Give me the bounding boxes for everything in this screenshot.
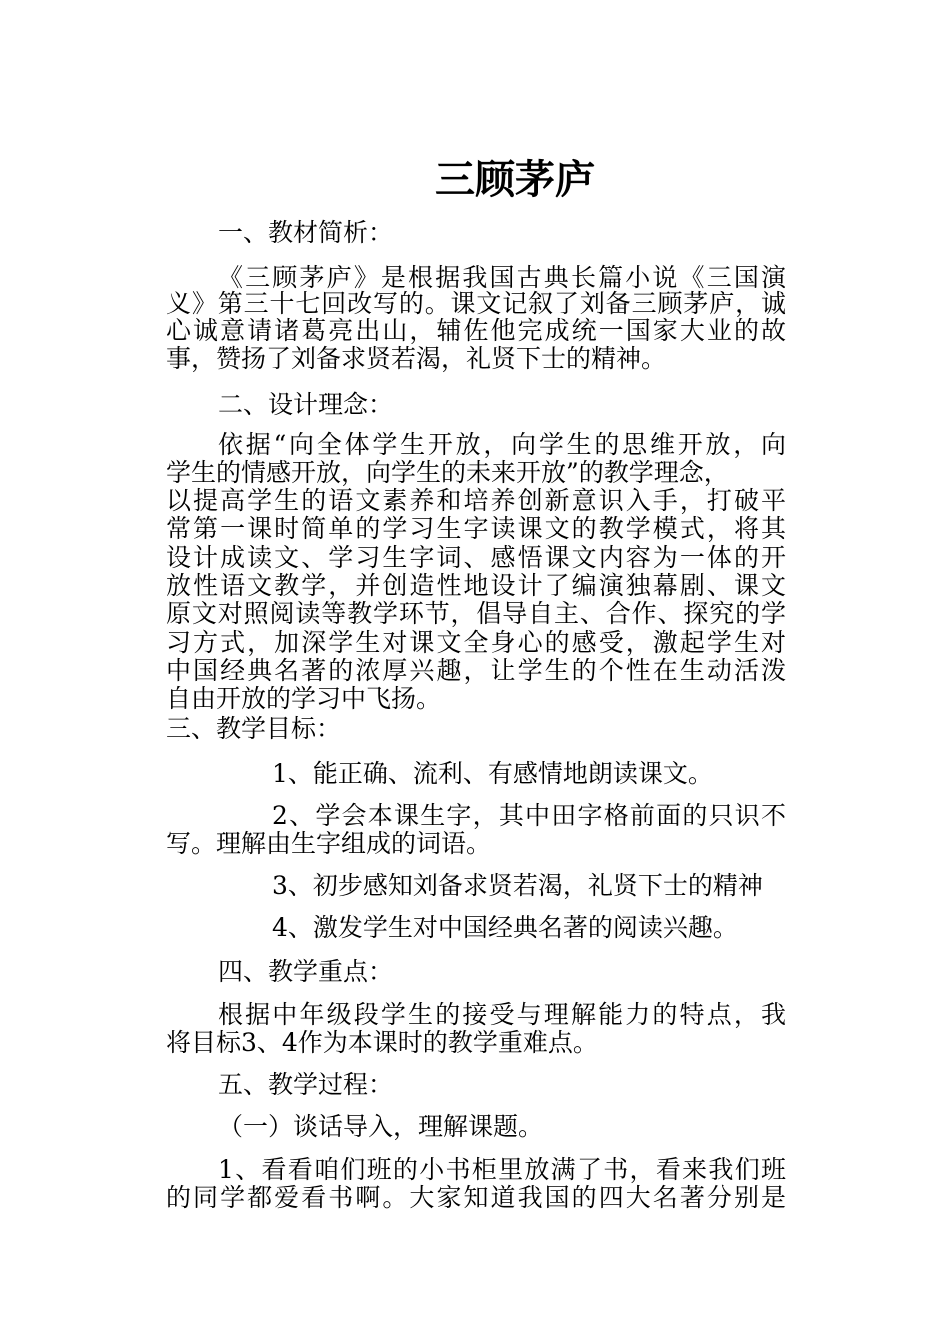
paragraph-line: 放性语文教学，并创造性地设计了编演独幕剧、课文 [166,571,786,600]
paragraph-line: 习方式，加深学生对课文全身心的感受，激起学生对 [166,628,786,657]
section-heading-5: 五、教学过程： [218,1070,394,1099]
section-heading-2: 二、设计理念： [218,390,394,419]
goal-item: 4、激发学生对中国经典名著的阅读兴趣。 [272,913,738,942]
paragraph-line: 心诚意请诸葛亮出山，辅佐他完成统一国家大业的故 [166,316,786,345]
step-heading: （一）谈话导入，理解课题。 [218,1112,544,1141]
paragraph-line: 常第一课时简单的学习生字读课文的教学模式，将其 [166,514,786,543]
paragraph-line: 学生的情感开放，向学生的未来开放”的教学理念， [166,458,729,487]
paragraph-line: 《三顾茅庐》是根据我国古典长篇小说《三国演 [218,263,786,292]
paragraph-line: 设计成读文、学习生字词、感悟课文内容为一体的开 [166,543,786,572]
paragraph-line: 依据“向全体学生开放，向学生的思维开放，向 [218,430,786,459]
paragraph-line: 义》第三十七回改写的。课文记叙了刘备三顾茅庐，诚 [166,289,786,318]
paragraph-line: 中国经典名著的浓厚兴趣，让学生的个性在生动活泼 [166,656,786,685]
section-heading-3: 三、教学目标： [166,714,342,743]
section-heading-4: 四、教学重点： [218,957,394,986]
paragraph-line: 自由开放的学习中飞扬。 [166,684,442,713]
paragraph-line: 原文对照阅读等教学环节，倡导自主、合作、探究的学 [166,599,786,628]
paragraph-line: 1、看看咱们班的小书柜里放满了书，看来我们班 [218,1155,786,1184]
section-heading-1: 一、教材简析： [218,218,394,247]
paragraph-line: 将目标3、4作为本课时的教学重难点。 [166,1028,598,1057]
goal-item: 3、初步感知刘备求贤若渴，礼贤下士的精神 [272,871,763,900]
document-title: 三顾茅庐 [435,157,595,203]
paragraph-line: 的同学都爱看书啊。大家知道我国的四大名著分别是 [166,1183,786,1212]
paragraph-line: 事，赞扬了刘备求贤若渴，礼贤下士的精神。 [166,344,667,373]
goal-item: 1、能正确、流利、有感情地朗读课文。 [272,759,713,788]
goal-item: 写。理解由生字组成的词语。 [166,829,492,858]
paragraph-line: 根据中年级段学生的接受与理解能力的特点，我 [218,1000,786,1029]
paragraph-line: 以提高学生的语文素养和培养创新意识入手，打破平 [166,486,786,515]
goal-item: 2、学会本课生字，其中田字格前面的只识不 [272,801,786,830]
